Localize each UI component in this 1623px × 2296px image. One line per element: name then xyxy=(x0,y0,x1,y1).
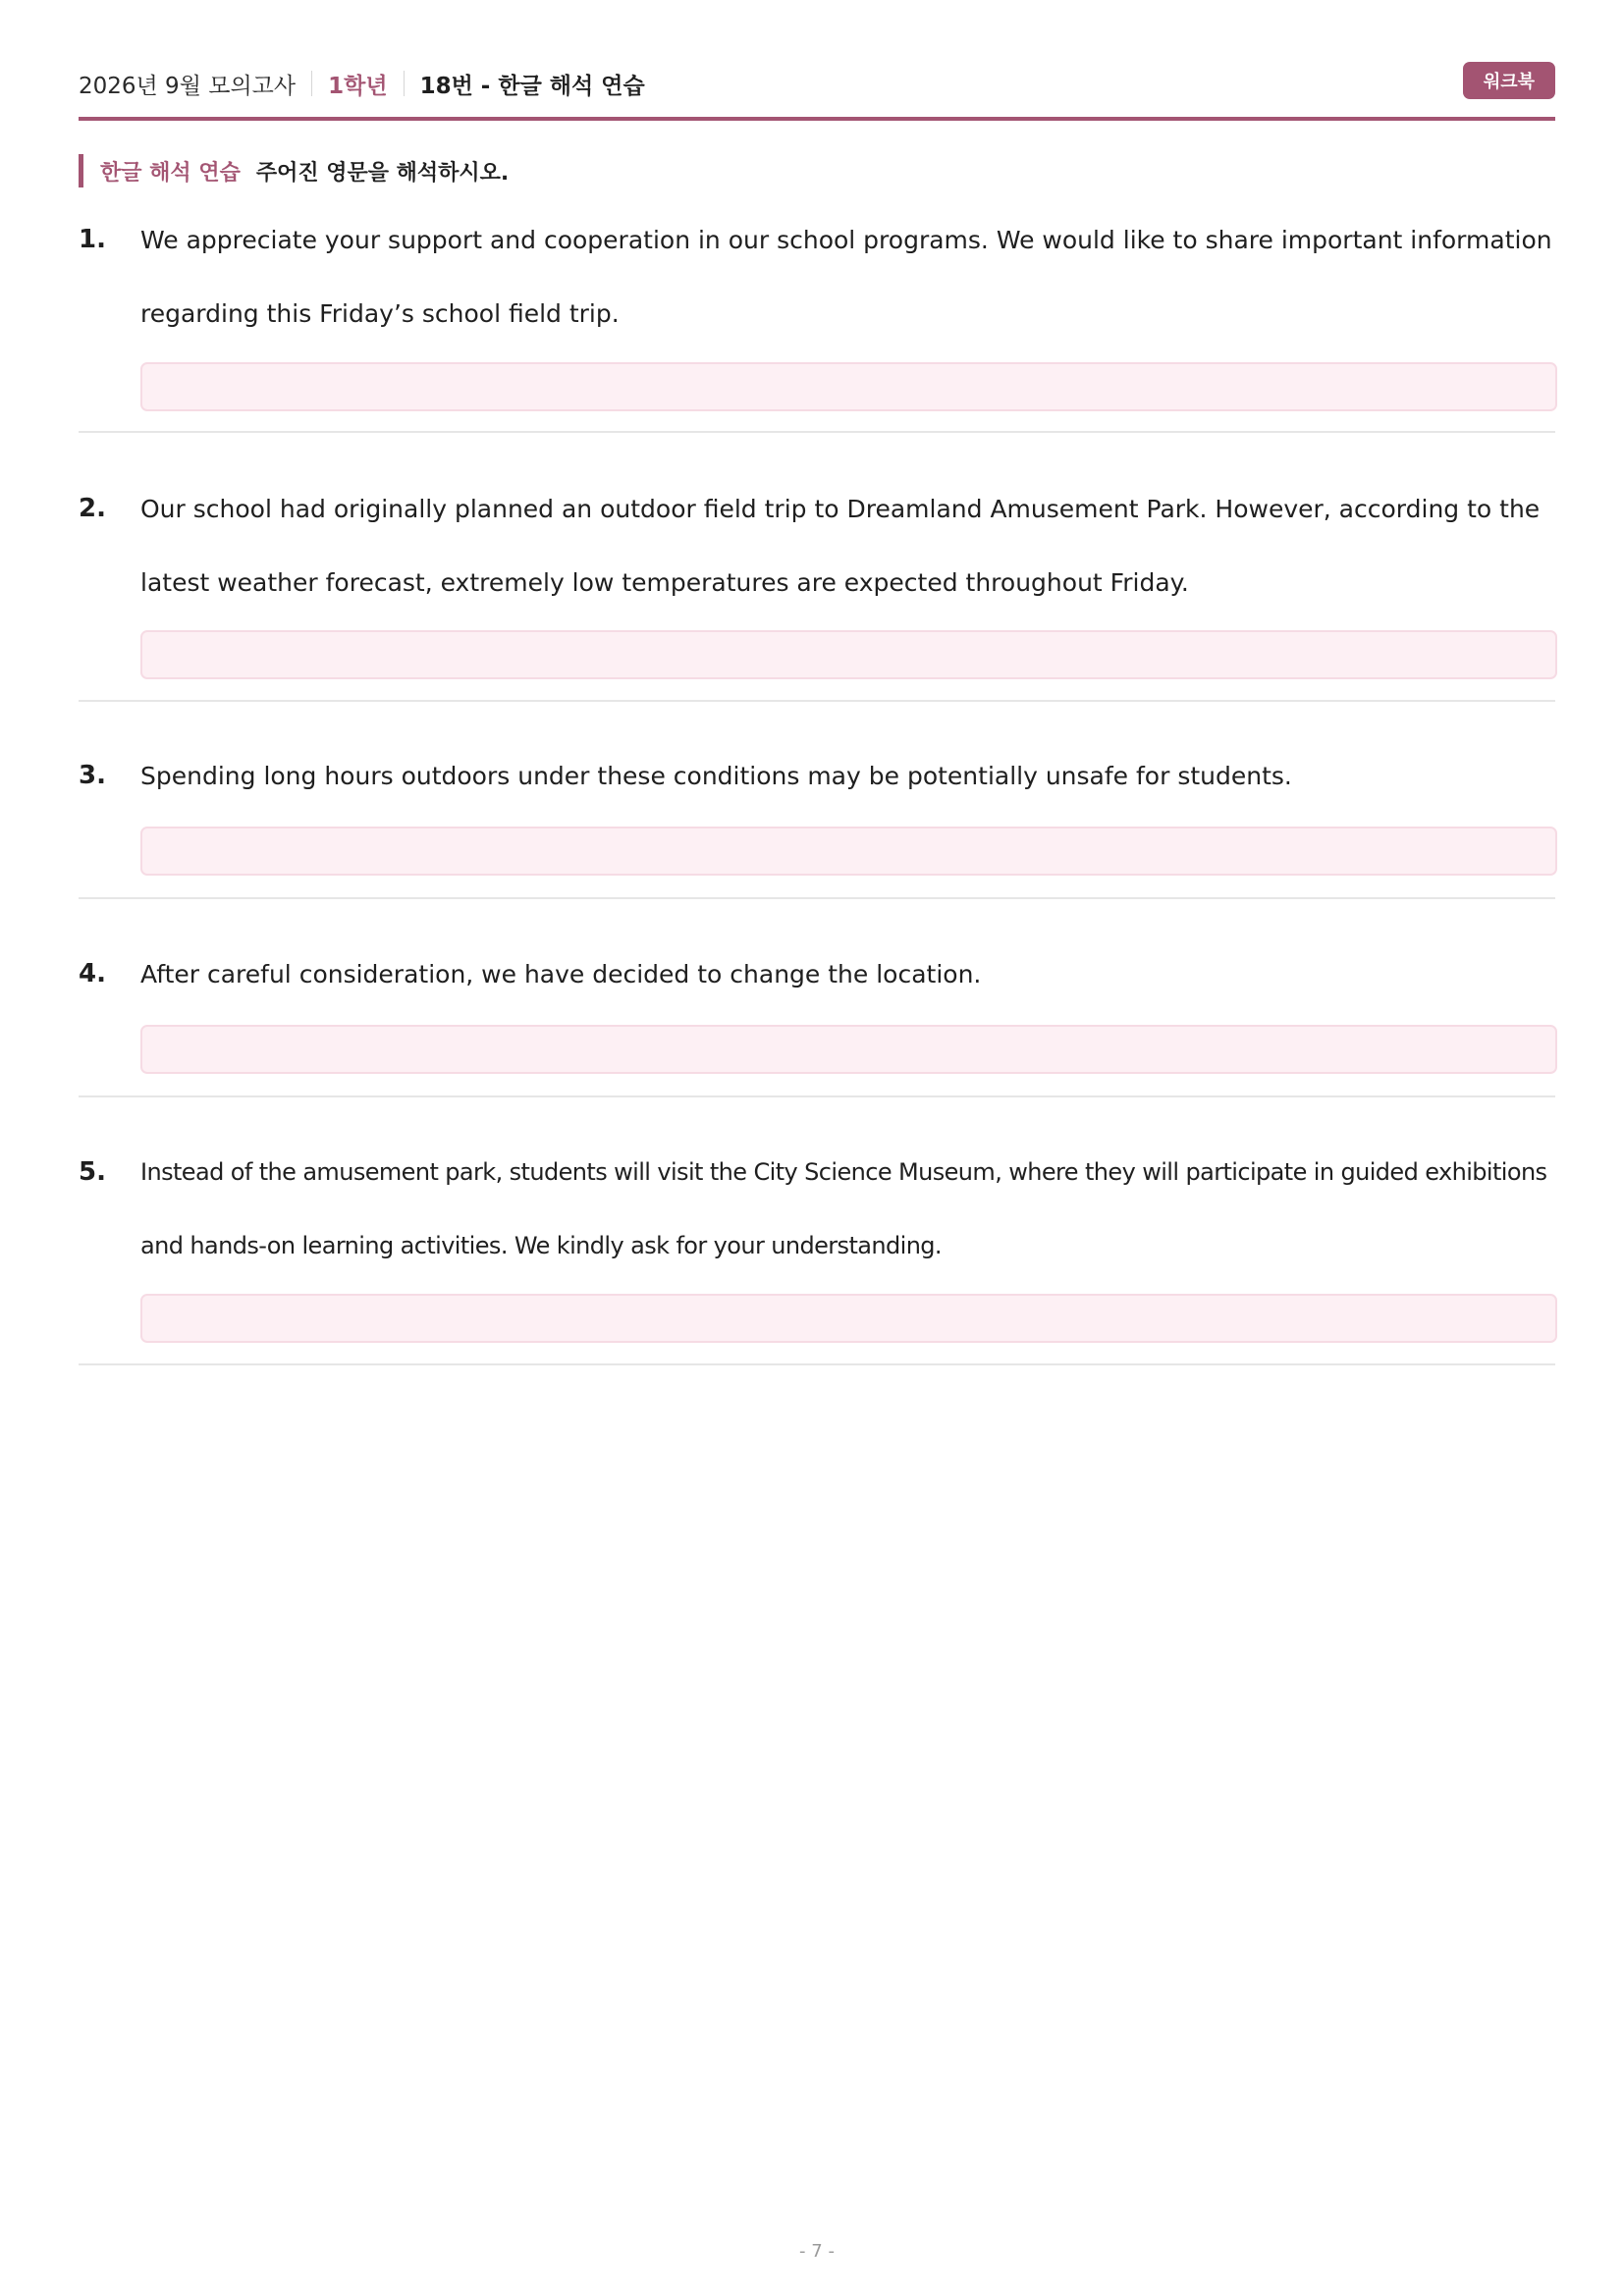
question-number: 2. xyxy=(79,494,106,523)
page-header xyxy=(79,61,1555,106)
item-divider xyxy=(79,700,1555,702)
question-text: Our school had originally planned an outdoor field trip to Dreamland Amusement Park. However, according to the latest weather forecast, extremely low temperatures are expected throughout Friday. xyxy=(140,495,1541,597)
item-divider xyxy=(79,1363,1555,1365)
answer-field[interactable] xyxy=(140,1294,1557,1343)
section-heading xyxy=(79,154,509,187)
question-number: 5. xyxy=(79,1157,106,1187)
answer-field[interactable] xyxy=(140,630,1557,679)
question-text: Instead of the amusement park, students will visit the City Science Museum, where they will participate in guided exhibitions and hands-on learning activities. We kindly ask for your understanding. xyxy=(140,1158,1547,1259)
question-text: We appreciate your support and cooperation in our school programs. We would like to share important information regarding this Friday’s school field trip. xyxy=(140,226,1552,328)
topic-title: 18번 - 한글 해석 연습 xyxy=(419,73,645,99)
section-accent-bar xyxy=(79,154,83,187)
item-divider xyxy=(79,1095,1555,1097)
workbook-page xyxy=(79,0,1555,2296)
question-number: 4. xyxy=(79,959,106,988)
grade-label: 1학년 xyxy=(328,73,388,99)
question-number: 3. xyxy=(79,761,106,790)
section-tag: 한글 해석 연습 xyxy=(100,160,241,186)
item-divider xyxy=(79,431,1555,433)
answer-field[interactable] xyxy=(140,827,1557,876)
question-text: Spending long hours outdoors under these conditions may be potentially unsafe for students. xyxy=(140,762,1292,790)
answer-field[interactable] xyxy=(140,362,1557,411)
section-instruction: 주어진 영문을 해석하시오. xyxy=(255,160,510,186)
header-divider xyxy=(311,71,312,96)
workbook-badge: 워크북 xyxy=(1463,62,1555,99)
question-text: After careful consideration, we have decided to change the location. xyxy=(140,960,982,988)
item-divider xyxy=(79,897,1555,899)
header-divider xyxy=(404,71,405,96)
question-number: 1. xyxy=(79,225,106,254)
page-number: - 7 - xyxy=(799,2241,835,2262)
header-rule xyxy=(79,117,1555,121)
answer-field[interactable] xyxy=(140,1025,1557,1074)
exam-label: 2026년 9월 모의고사 xyxy=(79,73,297,99)
